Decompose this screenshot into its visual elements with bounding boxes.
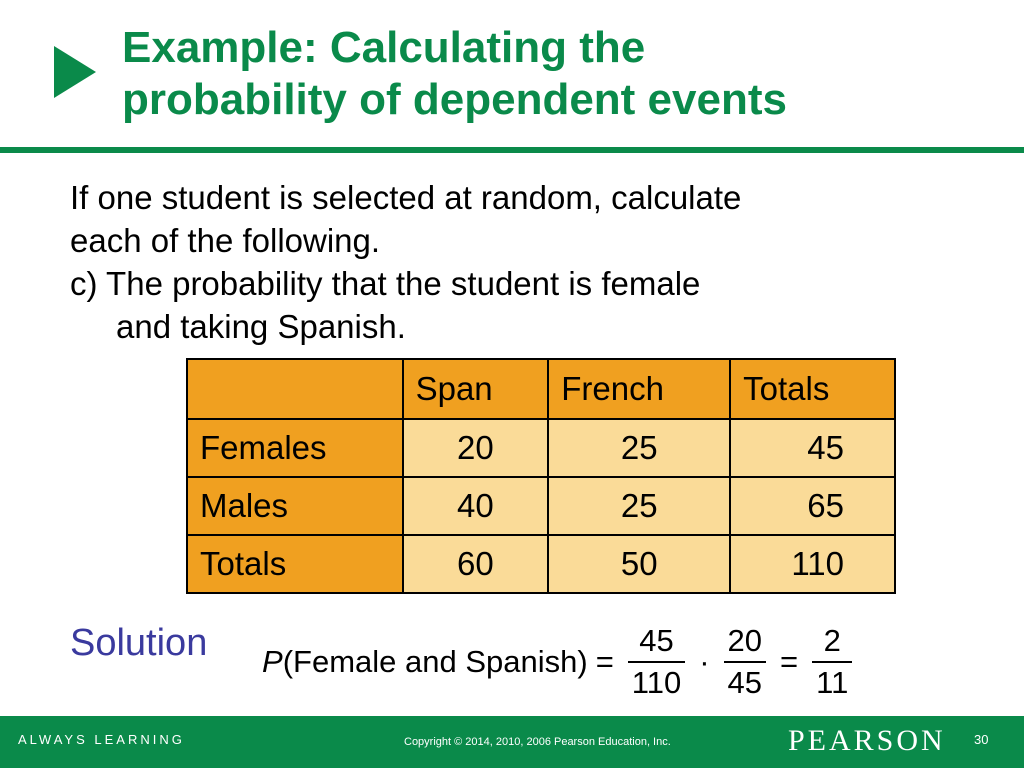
fraction-2	[724, 621, 766, 703]
table-header-row	[187, 359, 895, 419]
intro-line-1: If one student is selected at random, calculate	[70, 179, 742, 216]
part-c-line-2: and taking Spanish.	[116, 308, 406, 345]
slide-title	[122, 22, 1002, 126]
fraction-2-denominator: 45	[727, 665, 763, 700]
probability-formula	[262, 614, 858, 710]
table-cell: 25	[548, 419, 730, 477]
formula-equals: =	[780, 644, 799, 679]
table-row-label: Males	[187, 477, 403, 535]
formula-dot: ·	[699, 644, 710, 679]
table-cell: 25	[548, 477, 730, 535]
title-line-2: probability of dependent events	[122, 75, 787, 124]
title-line-1: Example: Calculating the	[122, 23, 646, 72]
table-cell: 40	[403, 477, 549, 535]
formula-p: P	[262, 644, 283, 679]
fraction-3	[812, 621, 852, 703]
table-cell: 20	[403, 419, 549, 477]
table-row	[187, 419, 895, 477]
table-cell: 110	[730, 535, 895, 593]
table-row-label: Totals	[187, 535, 403, 593]
table-cell: 45	[730, 419, 895, 477]
fraction-3-denominator: 11	[816, 665, 849, 700]
play-triangle-icon	[54, 46, 96, 98]
title-divider	[0, 147, 1024, 153]
table-row-label: Females	[187, 419, 403, 477]
fraction-1-numerator: 45	[639, 623, 674, 658]
fraction-2-numerator: 20	[727, 623, 763, 658]
formula-event: (Female and Spanish)	[282, 644, 588, 679]
fraction-1-denominator: 110	[631, 665, 682, 700]
table-row	[187, 477, 895, 535]
contingency-table	[186, 358, 896, 594]
table-header-cell: Totals	[730, 359, 895, 419]
table-header-cell: French	[548, 359, 730, 419]
page-number: 30	[974, 732, 989, 747]
fraction-1	[628, 621, 685, 703]
solution-label: Solution	[70, 622, 208, 664]
intro-line-2: each of the following.	[70, 222, 381, 259]
brand-logo: PEARSON	[788, 724, 946, 757]
table-cell: 60	[403, 535, 549, 593]
part-c-line-1: c) The probability that the student is female	[70, 265, 701, 302]
footer-copyright: Copyright © 2014, 2010, 2006 Pearson Education, Inc.	[404, 736, 671, 748]
part-c-text	[70, 262, 970, 348]
fraction-3-numerator: 2	[823, 623, 841, 658]
table-header-cell	[187, 359, 403, 419]
formula-equals: =	[595, 644, 614, 679]
table-cell: 65	[730, 477, 895, 535]
table-header-cell: Span	[403, 359, 549, 419]
table-cell: 50	[548, 535, 730, 593]
slide-body	[70, 176, 970, 348]
slide-footer	[0, 716, 1024, 768]
table-row	[187, 535, 895, 593]
footer-tagline: ALWAYS LEARNING	[18, 732, 185, 747]
